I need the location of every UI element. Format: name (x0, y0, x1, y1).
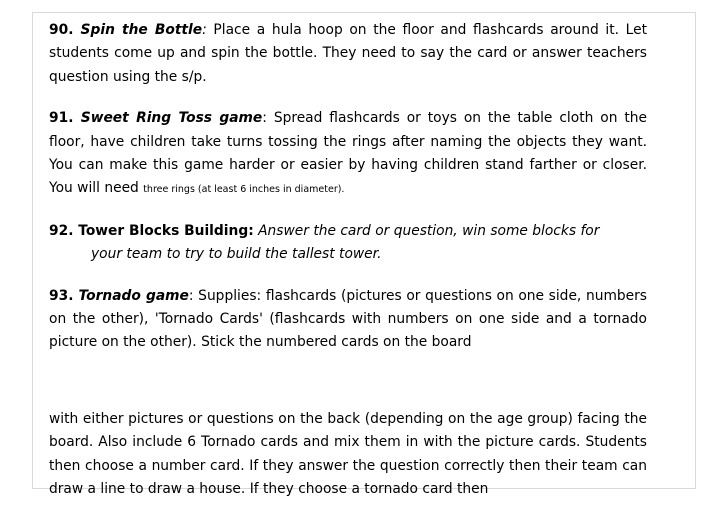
item-92-title: Tower Blocks Building: (78, 222, 254, 239)
document-body (49, 19, 647, 502)
item-93-text: Supplies: flashcards (pictures or questions on one side, numbers on the other), 'Tornado Cards' (flashcards with numbers on one side and a tornado picture on the other). Stick the numbered cards on the board (49, 287, 647, 351)
item-93-title: Tornado game (78, 287, 189, 304)
item-93-number: 93. (49, 287, 79, 304)
item-90-number: 90. (49, 22, 81, 38)
item-92-text-line1: Answer the card or question, win some blocks for (253, 222, 600, 239)
item-90-title: Spin the Bottle (80, 22, 203, 38)
item-92-number: 92. (49, 222, 79, 239)
section-gap (49, 373, 647, 408)
item-91-colon: : (262, 110, 267, 127)
item-90-paragraph (49, 19, 647, 89)
item-91-title: Sweet Ring Toss game (80, 110, 263, 127)
item-91-small-text: three rings (at least 6 inches in diameter). (143, 184, 345, 196)
continuation-paragraph (49, 408, 647, 502)
item-91-text: Spread flashcards or toys on the table cloth on the floor, have children take turns tossing the rings after naming the objects they want. You can make this game harder or easier by having children stand farther or closer. You will need (49, 110, 647, 197)
item-93-colon: : (188, 287, 194, 304)
item-92-paragraph (49, 220, 647, 267)
item-90-colon: : (202, 22, 214, 38)
item-92-text-line2: your team to try to build the tallest tower. (91, 246, 382, 263)
item-91-number: 91. (49, 110, 81, 127)
item-90-text: Place a hula hoop on the floor and flashcards around it. Let students come up and spin the bottle. They need to say the card or answer teachers question using the s/p. (49, 22, 647, 85)
item-93-paragraph (49, 285, 647, 355)
continuation-text: with either pictures or questions on the back (depending on the age group) facing the board. Also include 6 Tornado cards and mix them in with the picture cards. Students then choose a number card. If they answer the question correctly then their team can draw a line to draw a house. If they choose a tornado card then (49, 410, 647, 498)
item-91-paragraph (49, 107, 647, 202)
